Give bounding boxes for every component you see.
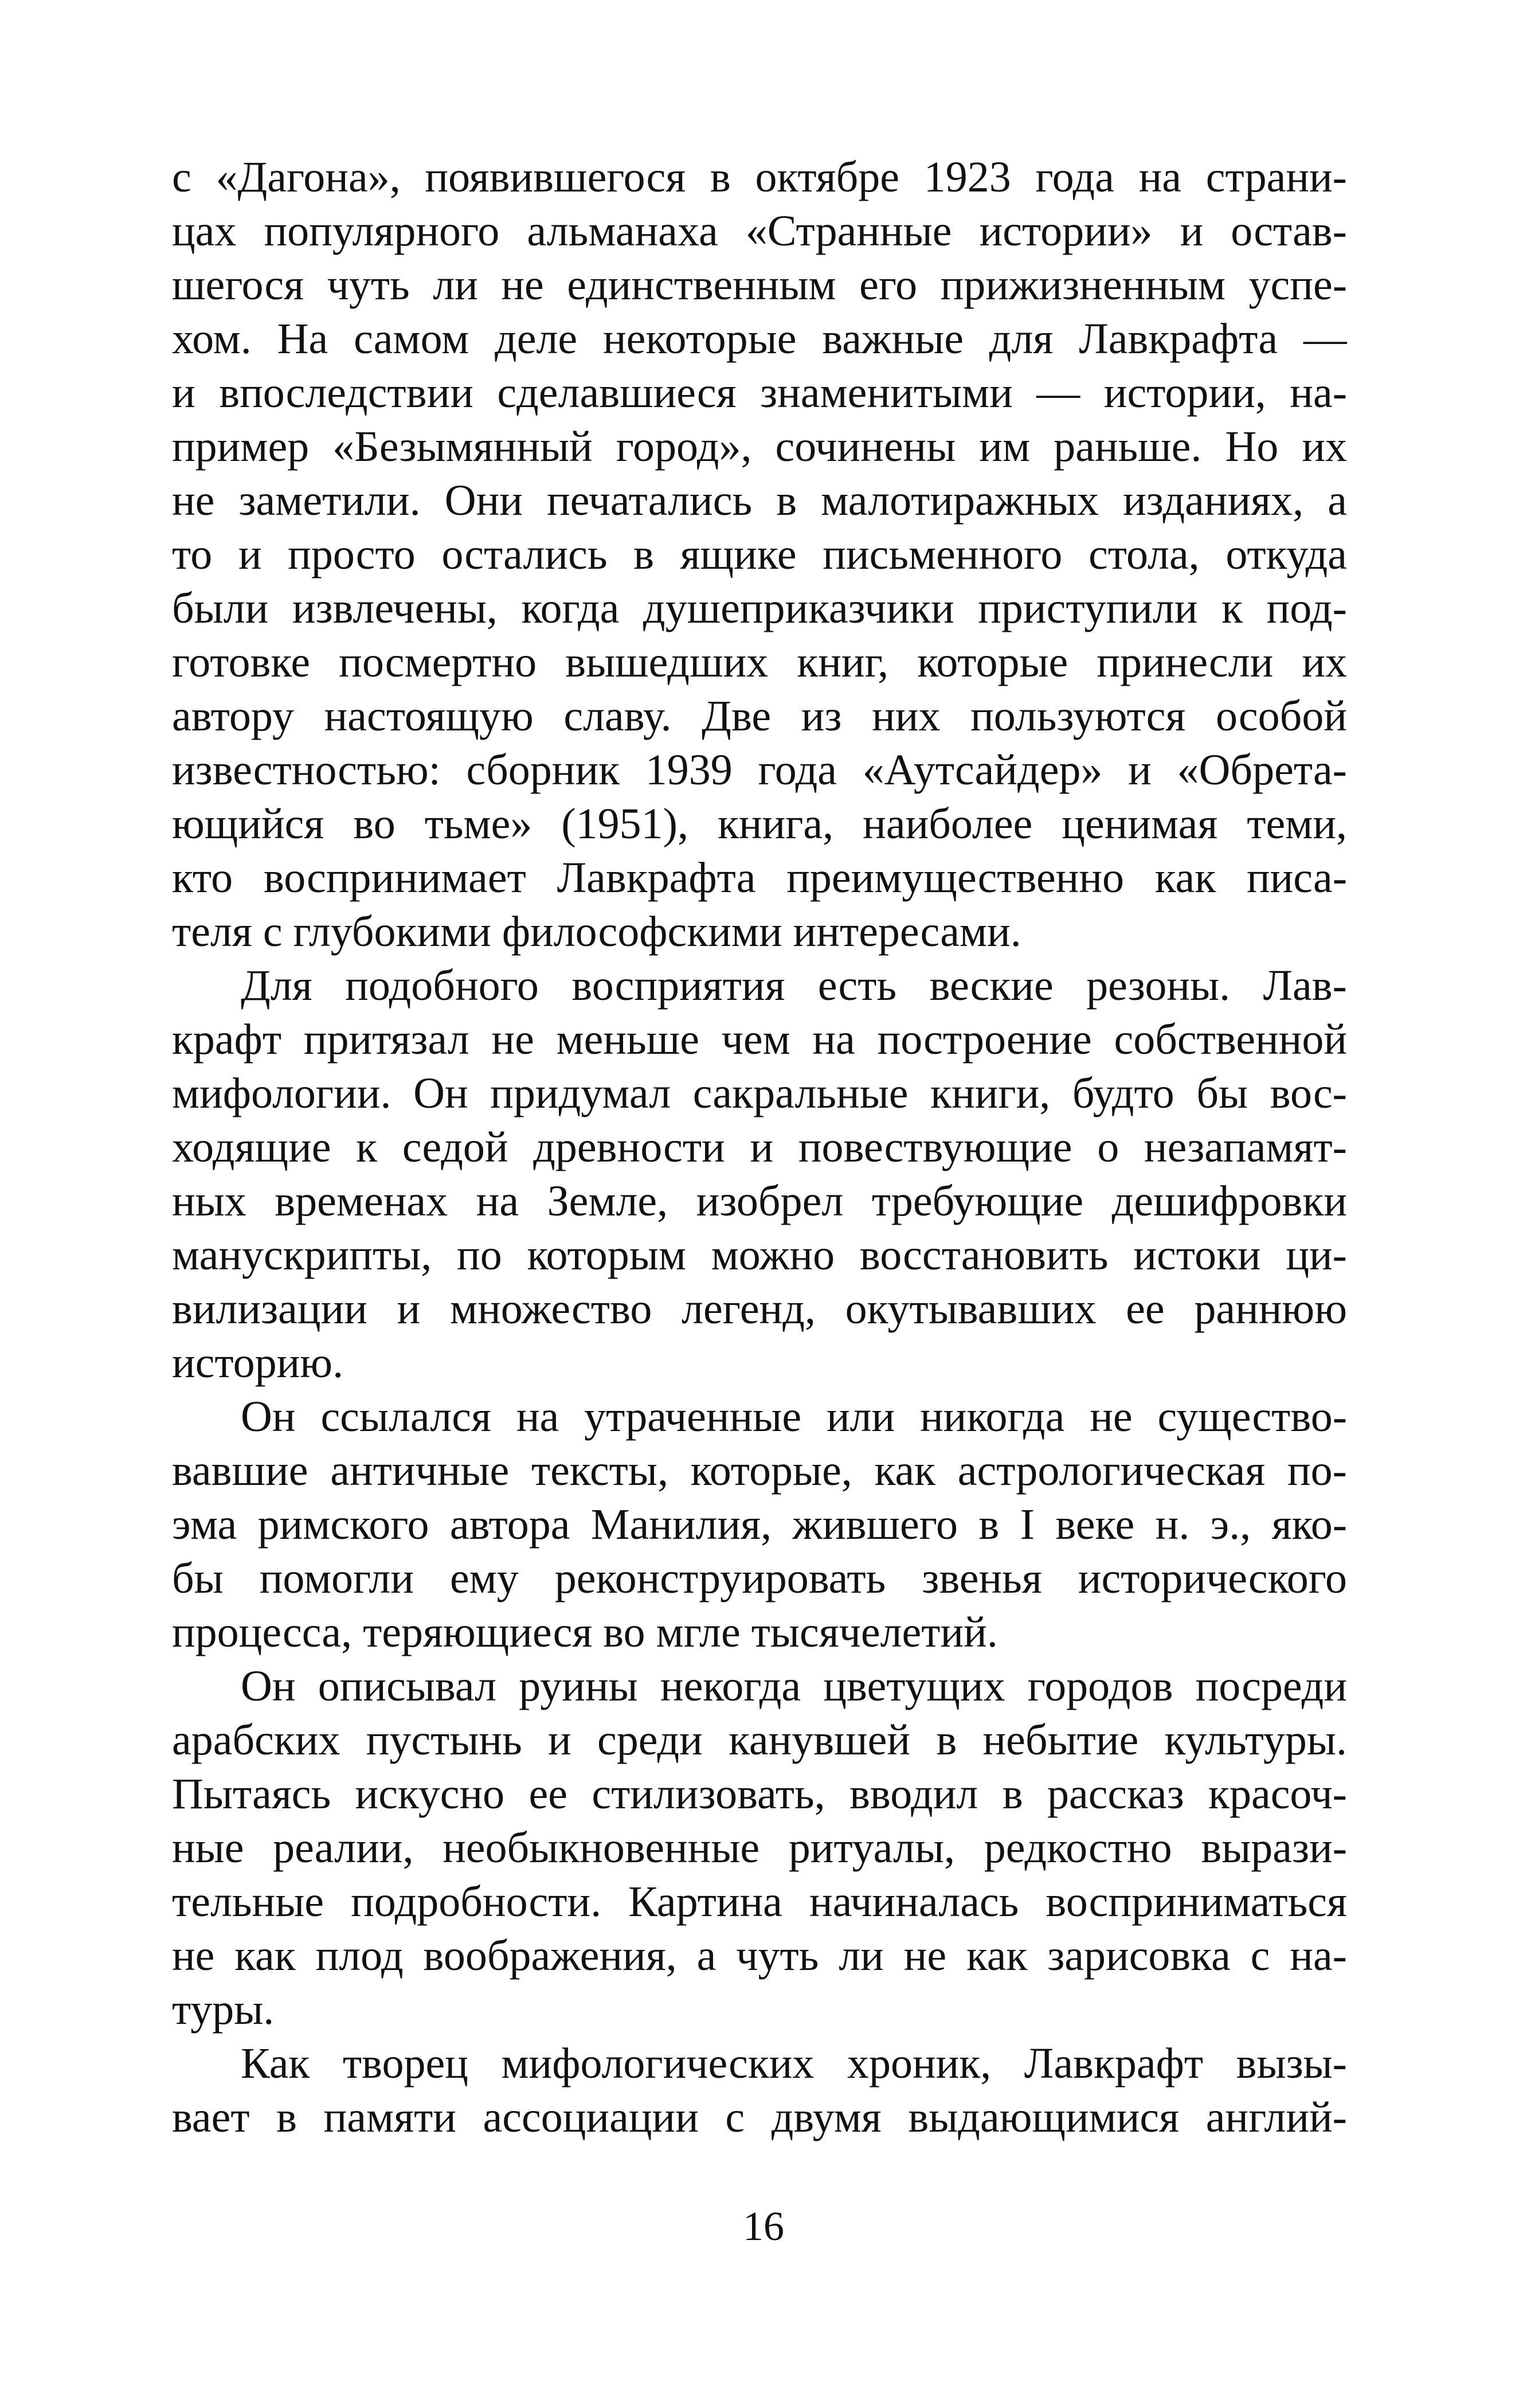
text-line: автору настоящую славу. Две из них пользуются особой bbox=[172, 692, 1347, 740]
text-line: ющийся во тьме» (1951), книга, наиболее ценимая теми, bbox=[172, 800, 1347, 848]
text-line: мифологии. Он придумал сакральные книги, будто бы вос- bbox=[172, 1069, 1347, 1117]
text-line: шегося чуть ли не единственным его прижизненным успе- bbox=[172, 261, 1347, 309]
paragraph-start-line: Он описывал руины некогда цветущих городов посреди bbox=[241, 1662, 1347, 1710]
text-line: известностью: сборник 1939 года «Аутсайдер» и «Обрета- bbox=[172, 746, 1347, 794]
text-line: эма римского автора Манилия, жившего в I веке н. э., яко- bbox=[172, 1500, 1347, 1549]
text-line: историю. bbox=[172, 1339, 344, 1387]
text-line: вавшие античные тексты, которые, как астрологическая по- bbox=[172, 1447, 1347, 1495]
text-line: с «Дагона», появившегося в октябре 1923 года на страни- bbox=[172, 153, 1347, 201]
text-line: вает в памяти ассоциации с двумя выдающимися англий- bbox=[172, 2093, 1347, 2141]
text-line: то и просто остались в ящике письменного стола, откуда bbox=[172, 530, 1347, 578]
text-line: не заметили. Они печатались в малотиражных изданиях, а bbox=[172, 476, 1347, 525]
text-line: и впоследствии сделавшиеся знаменитыми — истории, на- bbox=[172, 369, 1347, 417]
text-line: пример «Безымянный город», сочинены им раньше. Но их bbox=[172, 423, 1347, 471]
text-line: туры. bbox=[172, 1985, 275, 2034]
text-line: процесса, теряющиеся во мгле тысячелетий. bbox=[172, 1608, 998, 1656]
text-line: манускрипты, по которым можно восстановить истоки ци- bbox=[172, 1231, 1347, 1279]
text-line: тельные подробности. Картина начиналась восприниматься bbox=[172, 1878, 1347, 1926]
text-line: хом. На самом деле некоторые важные для Лавкрафта — bbox=[172, 315, 1347, 363]
text-line: арабских пустынь и среди канувшей в небытие культуры. bbox=[172, 1716, 1347, 1764]
text-line: вилизации и множество легенд, окутывавших ее раннюю bbox=[172, 1285, 1347, 1333]
paragraph-start-line: Для подобного восприятия есть веские резоны. Лав- bbox=[241, 961, 1347, 1010]
text-line: готовке посмертно вышедших книг, которые принесли их bbox=[172, 638, 1347, 686]
text-line: ходящие к седой древности и повествующие о незапамят- bbox=[172, 1123, 1347, 1171]
text-line: были извлечены, когда душеприказчики приступили к под- bbox=[172, 584, 1347, 632]
text-line: цах популярного альманаха «Странные истории» и остав- bbox=[172, 207, 1347, 255]
paragraph-start-line: Как творец мифологических хроник, Лавкрафт вызы- bbox=[241, 2039, 1347, 2088]
text-line: крафт притязал не меньше чем на построение собственной bbox=[172, 1015, 1347, 1064]
text-line: кто воспринимает Лавкрафта преимущественно как писа- bbox=[172, 854, 1347, 902]
text-line: Пытаясь искусно ее стилизовать, вводил в рассказ красоч- bbox=[172, 1770, 1347, 1818]
body-text bbox=[172, 150, 1347, 2144]
text-line: бы помогли ему реконструировать звенья исторического bbox=[172, 1554, 1347, 1602]
text-line: не как плод воображения, а чуть ли не как зарисовка с на- bbox=[172, 1932, 1347, 1980]
text-line: ные реалии, необыкновенные ритуалы, редкостно вырази- bbox=[172, 1824, 1347, 1872]
paragraph-start-line: Он ссылался на утраченные или никогда не существо- bbox=[241, 1393, 1347, 1441]
page-number: 16 bbox=[743, 2203, 784, 2249]
text-line: ных временах на Земле, изобрел требующие дешифровки bbox=[172, 1177, 1347, 1225]
text-line: теля с глубокими философскими интересами. bbox=[172, 908, 1021, 956]
